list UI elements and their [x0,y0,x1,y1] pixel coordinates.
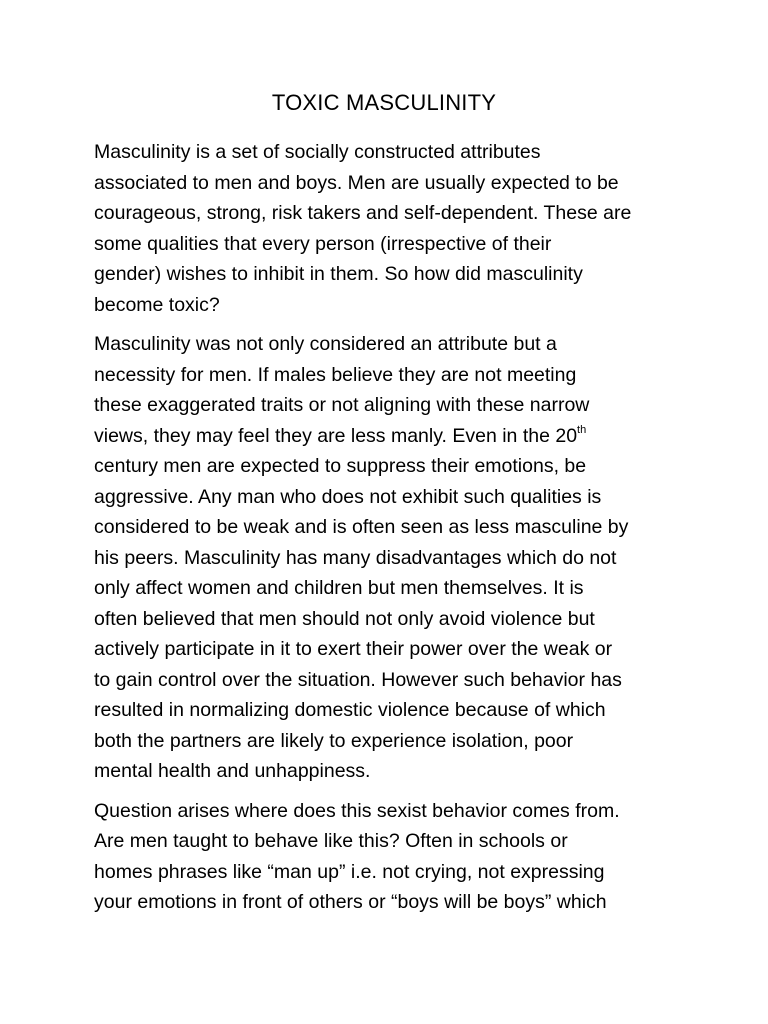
paragraph-1 [94,137,694,320]
text-line: Masculinity is a set of socially constructed attributes [94,141,541,163]
text-line: courageous, strong, risk takers and self-dependent. These are [94,202,632,224]
text-line: necessity for men. If males believe they are not meeting [94,363,577,386]
text-line: to gain control over the situation. However such behavior has [94,668,622,691]
text-line: only affect women and children but men themselves. It is [94,577,584,599]
text-line: these exaggerated traits or not aligning with these narrow [94,394,590,416]
text-line: century men are expected to suppress their emotions, be [94,455,587,477]
text-line: Masculinity was not only considered an attribute but a [94,333,557,355]
text-line: mental health and unhappiness. [94,760,371,782]
text-line: Are men taught to behave like this? Often in schools or [94,830,568,852]
text-line: both the partners are likely to experience isolation, poor [94,729,574,752]
text-line-with-superscript [94,421,694,452]
text-line: his peers. Masculinity has many disadvantages which do not [94,546,617,569]
text-line: homes phrases like “man up” i.e. not crying, not expressing [94,860,605,883]
text-line: aggressive. Any man who does not exhibit such qualities is [94,485,602,508]
text-line: Question arises where does this sexist behavior comes from. [94,799,620,822]
text-line: some qualities that every person (irrespective of their [94,232,552,255]
paragraph-3 [94,796,694,918]
document-title: TOXIC MASCULINITY [271,90,497,115]
text-line: gender) wishes to inhibit in them. So how did masculinity [94,263,583,285]
document-body [94,137,694,927]
text-line: become toxic? [94,293,220,316]
paragraph-2 [94,329,694,787]
text-line: actively participate in it to exert their power over the weak or [94,638,613,660]
text-line: resulted in normalizing domestic violence because of which [94,699,606,721]
superscript-ordinal: th [577,423,587,436]
text-line: often believed that men should not only avoid violence but [94,607,595,630]
text-line: considered to be weak and is often seen as less masculine by [94,516,629,538]
text-line: your emotions in front of others or “boys will be boys” which [94,891,607,913]
text-line: associated to men and boys. Men are usually expected to be [94,171,619,194]
text-segment: views, they may feel they are less manly. Even in the 20 [94,424,578,447]
